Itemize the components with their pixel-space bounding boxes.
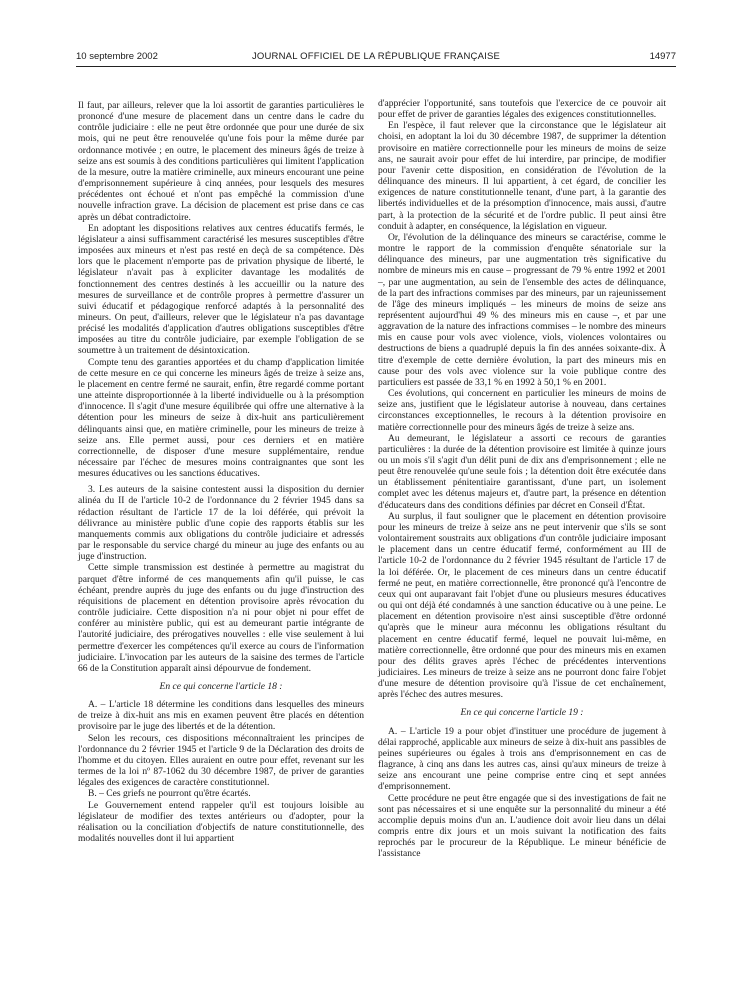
paragraph: A. – L'article 18 détermine les conditions dans lesquelles des mineurs de treize à dix-huit ans mis en examen peuvent être placés en détention provisoire par le juge des libertés et de la détention.: [78, 699, 364, 733]
paragraph: 3. Les auteurs de la saisine contestent aussi la disposition du dernier alinéa du II de l'article 10-2 de l'ordonnance du 2 février 1945 dans sa rédaction résultant de l'article 17 de la loi déférée, qui prévoit la délivrance au ministère public d'une copie des rapports établis sur les manquements commis aux obligations du contrôle judiciaire et adressés par le responsable du service chargé du mineur au juge des enfants ou au juge d'instruction.: [78, 484, 364, 563]
right-column: [378, 98, 666, 859]
paragraph: En adoptant les dispositions relatives aux centres éducatifs fermés, le législateur a ainsi suffisamment caractérisé les mesures susceptibles d'être imposées aux mineurs et n'est pas resté en deçà de sa compétence. Dès lors que le placement n'emporte pas de privation physique de liberté, le législateur n'avait pas à expliciter davantage les modalités de fonctionnement des centres destinés à les accueillir ou la nature des mesures de surveillance et de contrôle propres à permettre d'assurer un suivi éducatif et pédagogique renforcé adaptés à la personnalité des mineurs. On peut, d'ailleurs, relever que le législateur n'a pas davantage précisé les modalités d'application d'autres obligations susceptibles d'être imposées au titre du contrôle judiciaire, par exemple l'obligation de se soumettre à un traitement de désintoxication.: [78, 222, 364, 357]
header-journal-title: JOURNAL OFFICIEL DE LA RÉPUBLIQUE FRANÇAISE: [251, 51, 501, 62]
paragraph: Ces évolutions, qui concernent en particulier les mineurs de moins de seize ans, justifient que le législateur autorise à nouveau, dans certaines circonstances exceptionnelles, le recours à la détention provisoire en matière correctionnelle pour des mineurs âgés de treize à seize ans.: [378, 388, 666, 433]
left-column: [78, 100, 364, 844]
header-page-number: 14977: [649, 51, 676, 62]
paragraph: Le Gouvernement entend rappeler qu'il est toujours loisible au législateur de modifier des textes antérieurs ou d'adopter, pour la réalisation ou la conciliation d'objectifs de nature constitutionnelle, des modalités nouvelles dont il lui appartient: [78, 799, 364, 844]
paragraph: Selon les recours, ces dispositions méconnaîtraient les principes de l'ordonnance du 2 février 1945 et l'article 9 de la Déclaration des droits de l'homme et du citoyen. Elles auraient en outre pour effet, revenant sur les termes de la loi nº 87-1062 du 30 décembre 1987, de priver de garanties légales des exigences de caractère constitutionnel.: [78, 732, 364, 789]
paragraph: B. – Ces griefs ne pourront qu'être écartés.: [88, 788, 251, 800]
header-rule: [76, 66, 676, 67]
paragraph: En l'espèce, il faut relever que la circonstance que le législateur ait choisi, en adoptant la loi du 30 décembre 1987, de supprimer la détention provisoire en matière correctionnelle pour les mineurs de moins de seize ans, ne saurait avoir pour effet de lui interdire, par principe, de modifier pour l'avenir cette disposition, en considération de l'évolution de la délinquance des mineurs. Il lui appartient, à cet égard, de concilier les exigences de nature constitutionnelle tenant, d'une part, à la garantie des libertés individuelles et de la présomption d'innocence, mais aussi, d'autre part, à la protection de la sécurité et de l'ordre public. Il peut ainsi être conduit à adapter, en conséquence, la législation en vigueur.: [378, 120, 666, 232]
paragraph: Cette procédure ne peut être engagée que si des investigations de fait ne sont pas nécessaires et si une enquête sur la personnalité du mineur a été accomplie depuis moins d'un an. L'audience doit avoir lieu dans un délai compris entre dix jours et un mois suivant la notification des faits reprochés par le procureur de la République. Le mineur bénéficie de l'assistance: [378, 792, 666, 860]
section-heading: En ce qui concerne l'article 18 :: [159, 680, 283, 692]
section-heading: En ce qui concerne l'article 19 :: [460, 707, 584, 719]
paragraph: Il faut, par ailleurs, relever que la loi assortit de garanties particulières le prononcé d'une mesure de placement dans un centre dans le cadre du contrôle judiciaire : elle ne peut être ordonnée que pour une durée de six mois, qui ne peut être renouvelée qu'une fois pour la même durée par ordonnance motivée ; en outre, le placement des mineurs âgés de treize à seize ans est soumis à des conditions particulières qui limitent l'application de la mesure, outre la matière criminelle, aux mineurs encourant une peine d'emprisonnement supérieure à cinq années, pour lesquels des mesures précédentes ont échoué et n'ont pas empêché la commission d'une nouvelle infraction grave. La décision de placement est prise dans ce cas après un débat contradictoire.: [78, 100, 364, 223]
paragraph: d'apprécier l'opportunité, sans toutefois que l'exercice de ce pouvoir ait pour effet de priver de garanties légales des exigences constitutionnelles.: [378, 98, 666, 121]
paragraph: Cette simple transmission est destinée à permettre au magistrat du parquet d'être informé de ces manquements afin qu'il puisse, le cas échéant, prendre auprès du juge des enfants ou du juge d'instruction des réquisitions de placement en détention provisoire après révocation du contrôle judiciaire. Cette disposition n'a ni pour objet ni pour effet de conférer au ministère public, qui est au demeurant partie intégrante de l'autorité judiciaire, des prérogatives nouvelles : elle vise seulement à lui permettre d'exercer les compétences qu'il exerce au cours de l'information judiciaire. L'invocation par les auteurs de la saisine des termes de l'article 66 de la Constitution apparaît ainsi dépourvue de fondement.: [78, 562, 364, 674]
paragraph: A. – L'article 19 a pour objet d'instituer une procédure de jugement à délai rapproché, applicable aux mineurs de seize à dix-huit ans passibles de peines supérieures ou égales à trois ans d'emprisonnement en cas de flagrance, à cinq ans dans les autres cas, ainsi qu'aux mineurs de treize à seize ans encourant une peine comprise entre cinq et sept années d'emprisonnement.: [378, 725, 666, 793]
paragraph: Au demeurant, le législateur a assorti ce recours de garanties particulières : la durée de la détention provisoire est limitée à quinze jours ou un mois s'il s'agit d'un délit puni de dix ans d'emprisonnement ; elle ne peut être renouvelée qu'une seule fois ; la détention doit être exécutée dans un établissement pénitentiaire garantissant, d'une part, un isolement complet avec les détenus majeurs et, d'autre part, la présence en détention d'éducateurs dans des conditions définies par décret en Conseil d'État.: [378, 432, 666, 511]
paragraph: Au surplus, il faut souligner que le placement en détention provisoire pour les mineurs de treize à seize ans ne peut intervenir que s'ils se sont volontairement soustraits aux obligations d'un contrôle judiciaire imposant le placement dans un centre éducatif fermé, conformément au III de l'article 10-2 de l'ordonnance du 2 février 1945 résultant de l'article 17 de la loi déférée. Or, le placement de ces mineurs dans un centre éducatif fermé ne peut, en matière correctionnelle, être prononcé qu'à l'encontre de ceux qui ont auparavant fait l'objet d'une ou plusieurs mesures éducatives ou qui ont déjà été condamnés à une sanction éducative ou à une peine. Le placement en détention provisoire n'est ainsi susceptible d'être ordonné qu'après que le mineur aura méconnu les obligations résultant du placement en centre éducatif fermé, lequel ne pouvait lui-même, en matière correctionnelle, être ordonné que pour des mineurs mis en examen pour des délits graves après l'échec de précédentes interventions judiciaires. Les mineurs de treize à seize ans ne pourront donc faire l'objet d'une mesure de détention provisoire qu'à l'issue de cet enchaînement, après l'échec des autres mesures.: [378, 510, 666, 701]
paragraph: Compte tenu des garanties apportées et du champ d'application limitée de cette mesure en ce qui concerne les mineurs âgés de treize à seize ans, le placement en centre fermé ne saurait, enfin, être regardé comme portant une atteinte disproportionnée à la liberté individuelle ou à la présomption d'innocence. Il s'agit d'une mesure équilibrée qui offre une alternative à la détention pour les mineurs de seize à dix-huit ans particulièrement délinquants ainsi que, en matière criminelle, pour les mineurs de treize à seize ans. Elle permet aussi, pour ces derniers et en matière correctionnelle, de disposer d'une mesure supplémentaire, rendue nécessaire par l'échec de mesures moins contraignantes que sont les mesures éducatives ou les sanctions éducatives.: [78, 356, 364, 480]
page-header: [76, 49, 676, 65]
paragraph: Or, l'évolution de la délinquance des mineurs se caractérise, comme le montre le rapport de la commission d'enquête sénatoriale sur la délinquance des mineurs, par une augmentation très significative du nombre de mineurs mis en cause – progressant de 79 % entre 1992 et 2001 –, par une augmentation, au sein de l'ensemble des actes de délinquance, de la part des infractions commises par des mineurs, par un rajeunissement de l'âge des mineurs impliqués – les mineurs de moins de seize ans représentent aujourd'hui 49 % des mineurs mis en cause –, et par une aggravation de la nature des infractions commises – le nombre des mineurs mis en cause pour vols avec violence, viols, violences volontaires ou destructions de biens a quadruplé depuis la fin des années soixante-dix. À titre d'exemple de cette dernière évolution, la part des mineurs mis en cause pour des vols avec violence sur la voie publique contre des particuliers est passée de 33,1 % en 1992 à 50,1 % en 2001.: [378, 231, 666, 388]
header-date: 10 septembre 2002: [76, 51, 158, 62]
